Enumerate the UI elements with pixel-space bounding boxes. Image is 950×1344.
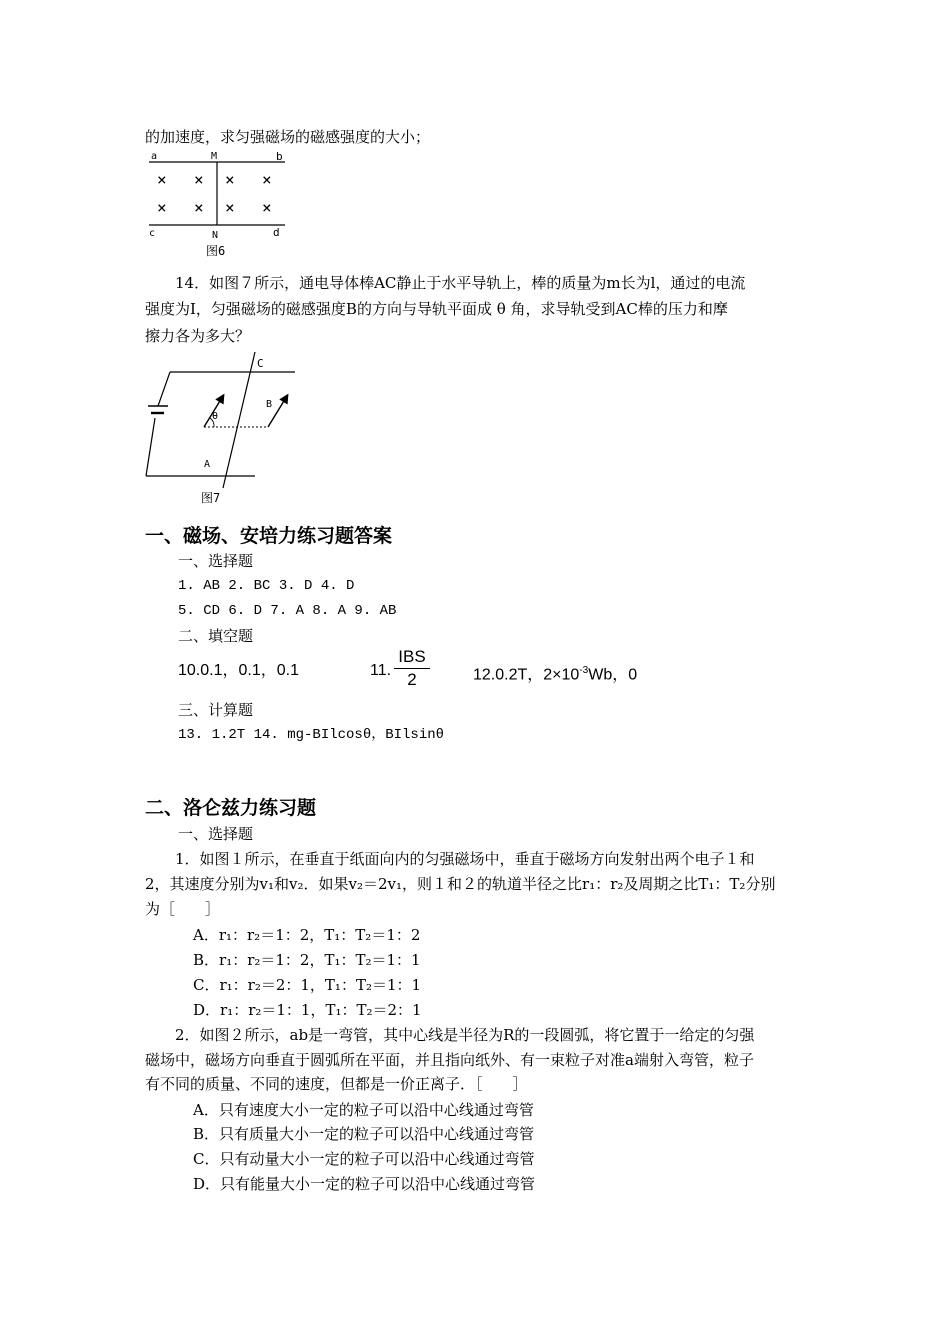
- answer-12-suffix: Wb，0: [588, 666, 638, 684]
- fig6-cross: ×: [157, 170, 167, 189]
- lorentz-q1-option-a: A．r₁：r₂＝1：2，T₁：T₂＝1：2: [193, 926, 421, 944]
- fig6-label-N: N: [212, 230, 219, 241]
- fraction-numerator: IBS: [398, 647, 426, 666]
- answers-section-calc: 三、计算题: [178, 701, 254, 719]
- lorentz-heading: 二、洛仑兹力练习题: [145, 797, 317, 819]
- answers-choice-row-2: 5. CD 6. D 7. A 8. A 9. AB: [178, 603, 397, 619]
- fig6-cross: ×: [157, 198, 167, 217]
- fig6-cross: ×: [262, 170, 272, 189]
- lorentz-section-choice: 一、选择题: [178, 825, 254, 843]
- fraction-denominator: 2: [407, 670, 417, 689]
- q14-line-1: 14．如图７所示，通电导体棒AC静止于水平导轨上，棒的质量为m长为l，通过的电流: [175, 274, 746, 292]
- lorentz-q2-option-b: B．只有质量大小一定的粒子可以沿中心线通过弯管: [193, 1125, 535, 1143]
- fig6-cross: ×: [194, 198, 204, 217]
- answer-12-exponent: -3: [579, 665, 589, 676]
- answer-10: 10.0.1，0.1，0.1: [178, 662, 299, 679]
- fig6-label-a: a: [151, 151, 158, 162]
- fig6-label-b: b: [276, 150, 283, 163]
- answer-11-fraction: [392, 647, 432, 690]
- fig6-label-c: c: [149, 228, 156, 239]
- fig7-label-C: C: [257, 357, 264, 370]
- figure-7-diagram: [140, 352, 300, 510]
- lorentz-q1-line-1: 1．如图１所示，在垂直于纸面向内的匀强磁场中，垂直于磁场方向发射出两个电子１和: [175, 850, 755, 868]
- fig7-left-wire: [158, 372, 170, 406]
- lorentz-q1-line-3: 为［ ］: [145, 900, 221, 918]
- answer-12-prefix: 12.0.2T，2×10: [473, 666, 580, 684]
- fig6-cross: ×: [225, 198, 235, 217]
- answer-11-prefix: 11.: [370, 662, 392, 679]
- q13-tail-text: 的加速度，求匀强磁场的磁感强度的大小；: [145, 128, 431, 146]
- fig6-cross: ×: [262, 198, 272, 217]
- lorentz-q2-line-2: 磁场中，磁场方向垂直于圆弧所在平面，并且指向纸外、有一束粒子对准a端射入弯管，粒子: [145, 1051, 754, 1069]
- answers-section-choice: 一、选择题: [178, 552, 254, 570]
- q14-line-3: 擦力各为多大？: [145, 327, 251, 345]
- fig6-cross: ×: [225, 170, 235, 189]
- fig7-left-wire: [146, 418, 155, 476]
- answer-12: [473, 661, 637, 685]
- lorentz-q1-line-2: 2，其速度分别为v₁和v₂．如果v₂＝2v₁，则１和２的轨道半径之比r₁：r₂及周期之比T₁：T₂分别: [145, 875, 776, 893]
- fig6-label-M: M: [211, 151, 218, 162]
- fig7-label-theta: θ: [212, 411, 219, 422]
- lorentz-q2-option-c: C．只有动量大小一定的粒子可以沿中心线通过弯管: [193, 1150, 535, 1168]
- lorentz-q1-option-d: D．r₁：r₂＝1：1，T₁：T₂＝2：1: [193, 1001, 422, 1019]
- fig6-caption: 图6: [206, 244, 226, 258]
- answers-choice-row-1: 1. AB 2. BC 3. D 4. D: [178, 578, 355, 594]
- fraction-bar: [394, 668, 430, 669]
- answers-calc-row: 13. 1.2T 14. mg-BIlcosθ，BIlsinθ: [178, 727, 445, 743]
- fig7-label-A: A: [204, 459, 211, 470]
- answers-heading: 一、磁场、安培力练习题答案: [145, 525, 393, 547]
- fig6-cross: ×: [194, 170, 204, 189]
- lorentz-q2-line-1: 2．如图２所示，ab是一弯管，其中心线是半径为R的一段圆弧，将它置于一给定的匀强: [175, 1026, 755, 1044]
- lorentz-q2-line-3: 有不同的质量、不同的速度，但都是一价正离子．［ ］: [145, 1075, 528, 1093]
- lorentz-q2-option-a: A．只有速度大小一定的粒子可以沿中心线通过弯管: [193, 1101, 534, 1119]
- fig7-label-B: B: [266, 399, 273, 410]
- fig6-label-d: d: [273, 226, 280, 239]
- lorentz-q1-option-b: B．r₁：r₂＝1：2，T₁：T₂＝1：1: [193, 951, 421, 969]
- q14-line-2: 强度为I，匀强磁场的磁感强度B的方向与导轨平面成 θ 角，求导轨受到AC棒的压力和摩: [145, 300, 728, 318]
- fig7-caption: 图7: [201, 491, 221, 505]
- lorentz-q2-option-d: D．只有能量大小一定的粒子可以沿中心线通过弯管: [193, 1175, 536, 1193]
- answers-section-fill: 二、填空题: [178, 627, 254, 645]
- figure-6-diagram: [145, 148, 290, 260]
- lorentz-q1-option-c: C．r₁：r₂＝2：1，T₁：T₂＝1：1: [193, 976, 422, 994]
